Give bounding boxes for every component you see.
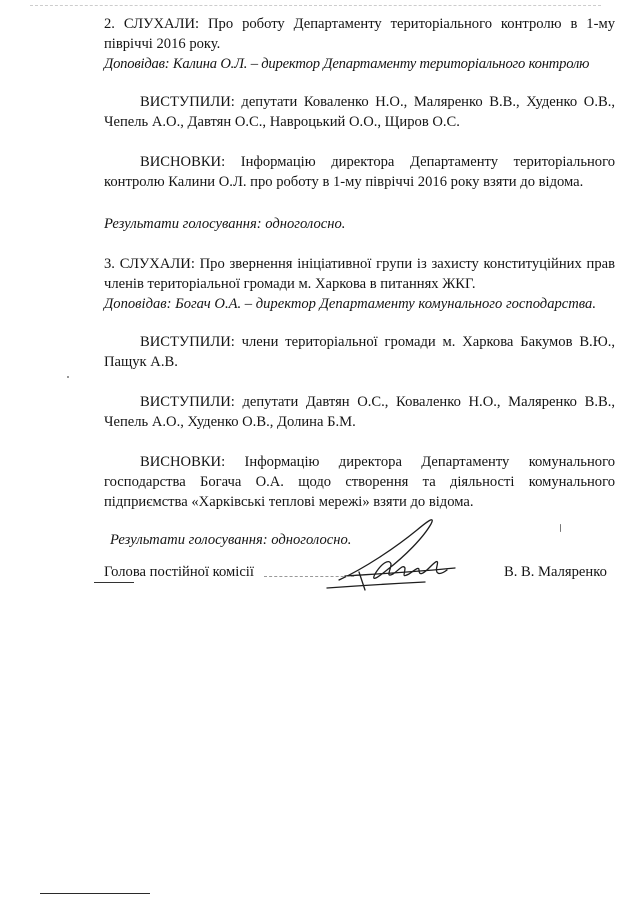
agenda-item-3 <box>104 254 615 550</box>
item2-vote: Результати голосування: одноголосно. <box>104 216 346 232</box>
item2-spoke: ВИСТУПИЛИ: депутати Коваленко Н.О., Маляренко В.В., Худенко О.В., Чепель А.О., Давтян О.С., Навроцький О.О., Щиров О.С. <box>104 94 615 130</box>
item3-conclusions: ВИСНОВКИ: Інформацію директора Департаменту комунального господарства Богача О.А. щодо створення та діяльності комунального підприємства «Харківські теплові мережі» взяти до відома. <box>104 454 615 510</box>
agenda-item-2 <box>104 14 615 234</box>
underline <box>94 582 134 583</box>
chairman-title: Голова постійної комісії <box>104 564 254 580</box>
item3-vote: Результати голосування: одноголосно. <box>110 532 352 548</box>
signature-line <box>264 576 354 577</box>
item2-speaker: Доповідав: Калина О.Л. – директор Департаменту територіального контролю <box>104 56 590 72</box>
scan-edge-bottom <box>40 893 150 894</box>
item3-heard: 3. СЛУХАЛИ: Про звернення ініціативної групи із захисту конституційних прав членів територіальної громади м. Харкова в питаннях ЖКГ. <box>104 256 615 292</box>
signature-block <box>104 564 615 594</box>
item2-heard: 2. СЛУХАЛИ: Про роботу Департаменту територіального контролю в 1-му півріччі 2016 року. <box>104 16 615 52</box>
scan-edge-top <box>30 5 601 8</box>
item3-speaker: Доповідав: Богач О.А. – директор Департаменту комунального господарства. <box>104 296 596 312</box>
item3-spoke-members: ВИСТУПИЛИ: члени територіальної громади м. Харкова Бакумов В.Ю., Пащук А.В. <box>104 334 615 370</box>
chairman-name: В. В. Маляренко <box>504 564 607 580</box>
item2-conclusions: ВИСНОВКИ: Інформацію директора Департаменту територіального контролю Калини О.Л. про роботу в 1-му півріччі 2016 року взяти до відома. <box>104 154 615 190</box>
document-body <box>104 14 615 550</box>
scan-speck <box>67 376 69 378</box>
item3-spoke-deputies: ВИСТУПИЛИ: депутати Давтян О.С., Коваленко Н.О., Маляренко В.В., Чепель А.О., Худенко О.В., Долина Б.М. <box>104 394 615 430</box>
